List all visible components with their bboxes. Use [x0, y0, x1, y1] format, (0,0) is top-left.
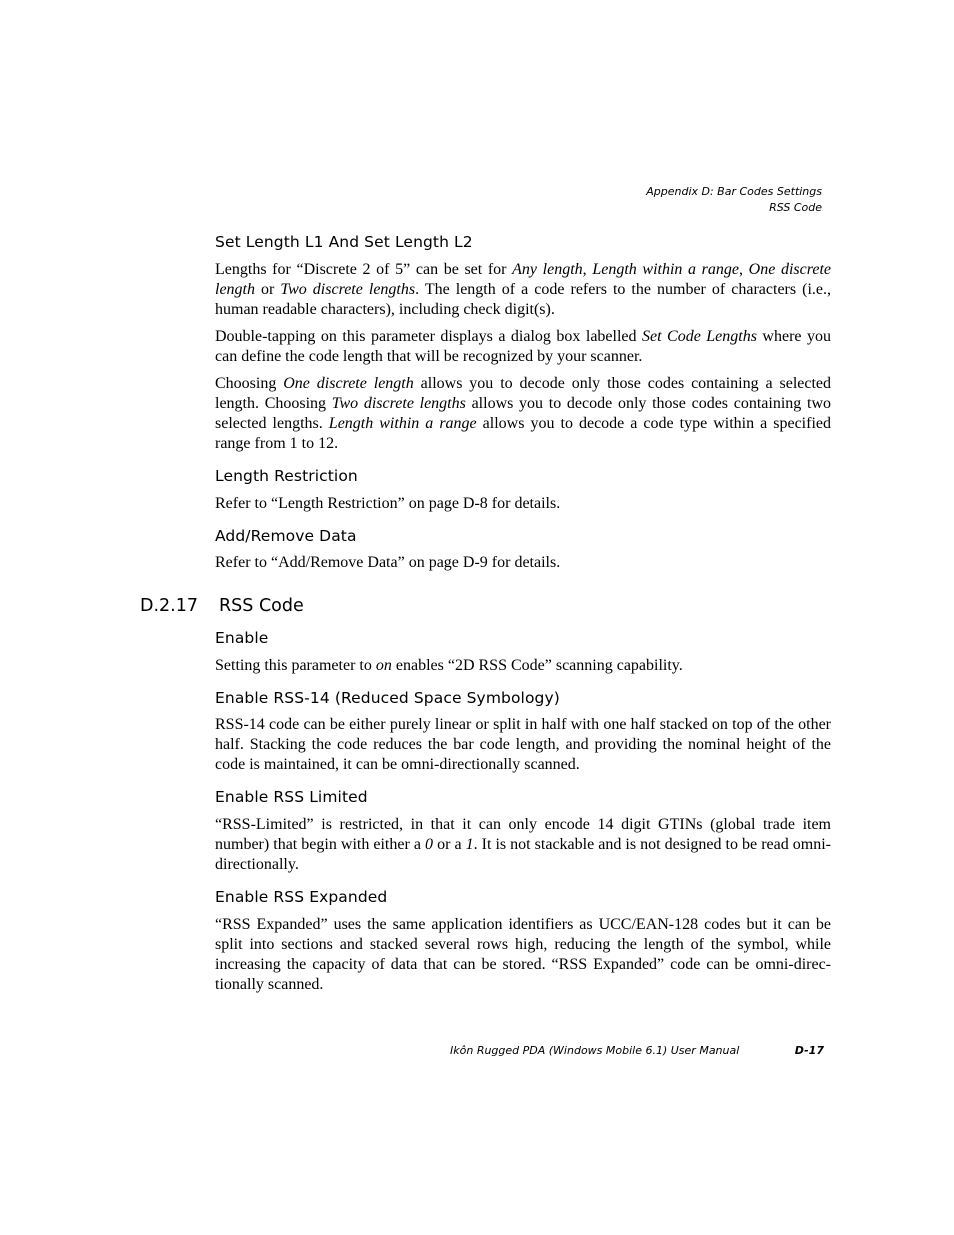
heading-add-remove-data: Add/Remove Data [215, 527, 357, 545]
heading-enable-rss-expanded: Enable RSS Expanded [215, 888, 388, 906]
footer-page-number: D-17 [794, 1044, 824, 1057]
paragraph-rss-expanded: “RSS Expanded” uses the same application identifiers as UCC/EAN-128 codes but it can be split into sections and stacked several rows high, reducing the length of the symbol, while increasing the capacity of data that can be stored. “RSS Expanded” code can be omni-direc-tionally scanned. [215, 916, 831, 993]
section-heading-rss-code [140, 594, 304, 618]
heading-length-restriction: Length Restriction [215, 467, 358, 485]
heading-enable: Enable [215, 629, 269, 647]
section-number: D.2.17 [140, 596, 199, 616]
paragraph-length-restriction: Refer to “Length Restriction” on page D-8 for details. [215, 495, 561, 512]
heading-set-length: Set Length L1 And Set Length L2 [215, 233, 473, 251]
heading-enable-rss14: Enable RSS-14 (Reduced Space Symbology) [215, 689, 560, 707]
paragraph-set-length-2: Double-tapping on this parameter displays a dialog box labelled Set Code Lengths where you can define the code length that will be recognized by your scanner. [215, 328, 831, 365]
paragraph-rss-limited: “RSS-Limited” is restricted, in that it can only encode 14 digit GTINs (global trade item number) that begin with either a 0 or a 1. It is not stackable and is not designed to be read omni-directionally. [215, 816, 831, 873]
running-header-section: RSS Code [769, 201, 822, 214]
section-title: RSS Code [219, 596, 304, 616]
paragraph-rss14: RSS-14 code can be either purely linear or split in half with one half stacked on top of the other half. Stacking the code reduces the bar code length, and providing the nominal height of the code is maintained, it can be omni-directionally scanned. [215, 716, 831, 773]
paragraph-enable: Setting this parameter to on enables “2D RSS Code” scanning capability. [215, 657, 683, 674]
footer-manual-title: Ikôn Rugged PDA (Windows Mobile 6.1) User Manual [450, 1044, 740, 1057]
paragraph-set-length-1: Lengths for “Discrete 2 of 5” can be set for Any length, Length within a range, One discrete length or Two discrete lengths. The length of a code refers to the number of characters (i.e., human readable characters), including check digit(s). [215, 261, 832, 318]
heading-enable-rss-limited: Enable RSS Limited [215, 788, 368, 806]
running-header-chapter: Appendix D: Bar Codes Settings [646, 185, 822, 198]
paragraph-add-remove-data: Refer to “Add/Remove Data” on page D-9 for details. [215, 554, 561, 571]
paragraph-set-length-3: Choosing One discrete length allows you to decode only those codes containing a selected length. Choosing Two discrete lengths allows you to decode only those codes containing two selected lengths. Length within a range allows you to decode a code type within a specified range from 1 to 12. [215, 375, 832, 452]
